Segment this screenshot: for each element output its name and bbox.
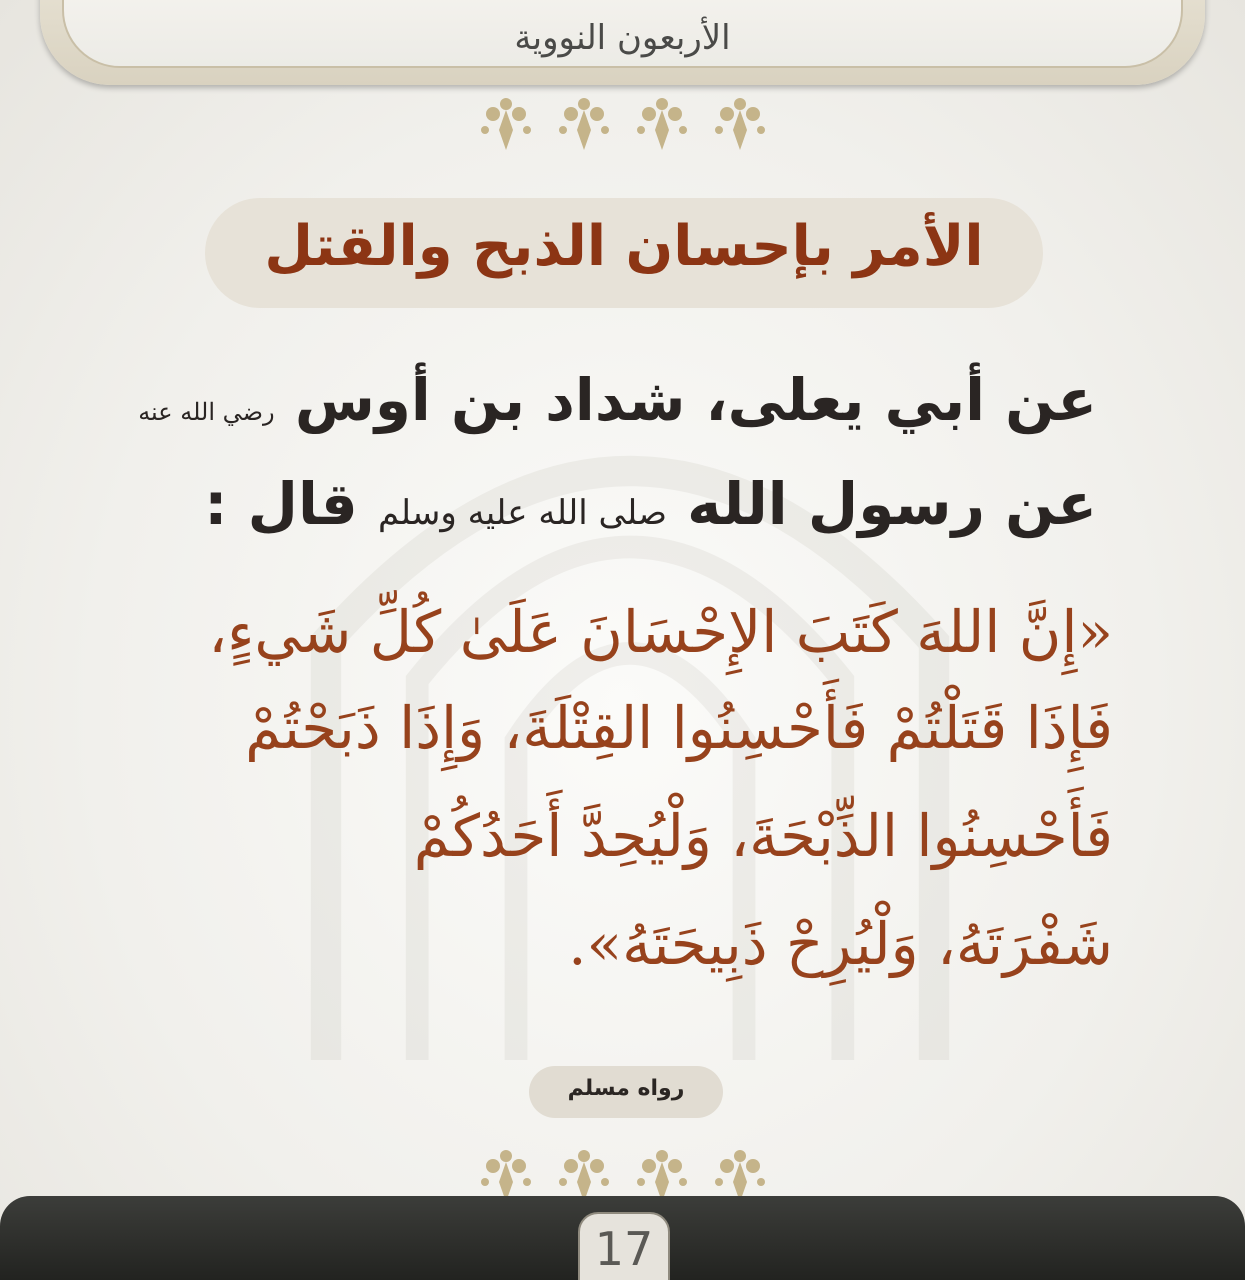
hadith-line-2: فَإِذَا قَتَلْتُمْ فَأَحْسِنُوا القِتْلَةَ، وَإِذَا ذَبَحْتُمْ [245, 694, 1113, 762]
floral-ornament-icon [629, 96, 695, 154]
hadith-line-3: فَأَحْسِنُوا الذِّبْحَةَ، وَلْيُحِدَّ أَحَدُكُمْ [413, 802, 1113, 870]
narrator-line-1 [97, 366, 1097, 434]
ornament-row-top [0, 96, 1245, 156]
source-label: رواه مسلم [567, 1076, 685, 1101]
floral-ornament-icon [473, 96, 539, 154]
hadith-title: الأمر بإحسان الذبح والقتل [264, 214, 984, 279]
narrator-name: عن أبي يعلى، شداد بن أوس [294, 366, 1097, 434]
series-title: الأربعون النووية [514, 18, 731, 58]
narrator-prefix: عن رسول الله [687, 470, 1097, 538]
salutation-pbuh: صلى الله عليه وسلم [377, 493, 667, 533]
floral-ornament-icon [707, 96, 773, 154]
hadith-line-1: «إِنَّ اللهَ كَتَبَ الإِحْسَانَ عَلَىٰ كُلِّ شَيءٍ، [208, 598, 1113, 666]
hadith-line-4: شَفْرَتَهُ، وَلْيُرِحْ ذَبِيحَتَهُ». [568, 910, 1113, 978]
narrator-suffix: قال : [204, 470, 358, 538]
page-number: 17 [594, 1222, 654, 1276]
floral-ornament-icon [551, 96, 617, 154]
narrator-line-2 [97, 470, 1097, 538]
honorific-radiallahu: رضي الله عنه [138, 398, 275, 426]
